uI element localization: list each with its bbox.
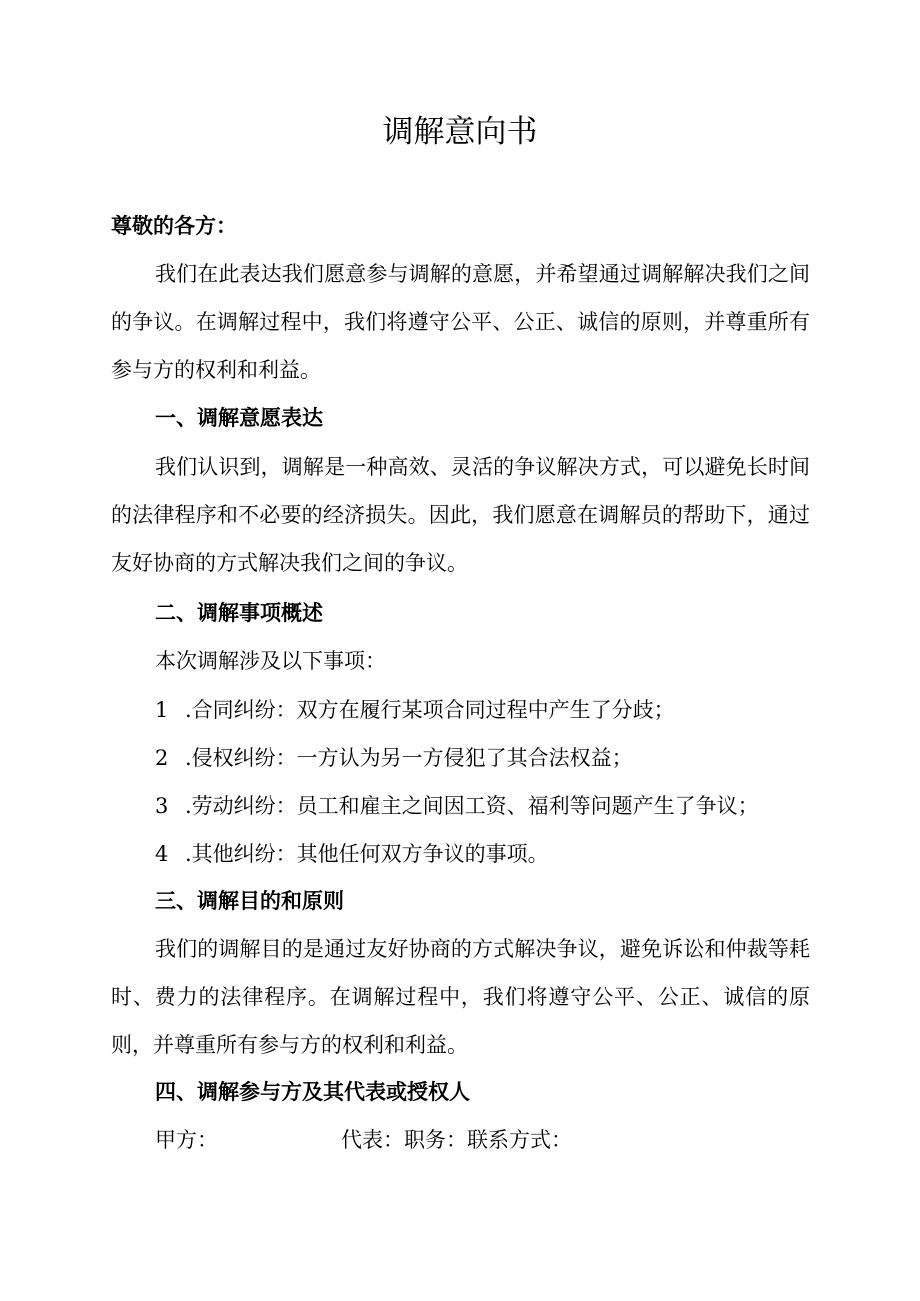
intro-paragraph: 我们在此表达我们愿意参与调解的意愿，并希望通过调解解决我们之间的争议。在调解过程中，我们将遵守公平、公正、诚信的原则，并尊重所有参与方的权利和利益。	[111, 262, 810, 382]
list-item-text: .其他纠纷：其他任何双方争议的事项。	[185, 842, 549, 866]
list-item	[155, 782, 855, 830]
party-a-fields: 代表：职务：联系方式：	[341, 1128, 572, 1152]
section-3-body: 我们的调解目的是通过友好协商的方式解决争议，避免诉讼和仲裁等耗时、费力的法律程序。在调解过程中，我们将遵守公平、公正、诚信的原则，并尊重所有参与方的权利和利益。	[111, 937, 810, 1057]
section-2-heading: 二、调解事项概述	[155, 601, 323, 625]
section-3-heading: 三、调解目的和原则	[155, 889, 344, 913]
list-item	[155, 734, 855, 782]
list-item-number: 4	[155, 842, 169, 866]
document-title: 调解意向书	[382, 114, 538, 150]
list-item-text: .劳动纠纷：员工和雇主之间因工资、福利等问题产生了争议；	[185, 794, 759, 818]
list-item	[155, 686, 855, 734]
list-item-text: .侵权纠纷：一方认为另一方侵犯了其合法权益；	[185, 746, 633, 770]
list-item-number: 2	[155, 746, 169, 770]
list-item-number: 1	[155, 698, 169, 722]
section-2-lead: 本次调解涉及以下事项：	[155, 649, 386, 673]
party-a-row	[155, 1116, 572, 1164]
list-item-text: .合同纠纷：双方在履行某项合同过程中产生了分歧；	[185, 698, 675, 722]
list-item	[155, 830, 855, 878]
salutation: 尊敬的各方：	[111, 214, 237, 238]
section-1-heading: 一、调解意愿表达	[155, 406, 323, 430]
section-4-heading: 四、调解参与方及其代表或授权人	[155, 1080, 470, 1104]
section-1-body: 我们认识到，调解是一种高效、灵活的争议解决方式，可以避免长时间的法律程序和不必要的经济损失。因此，我们愿意在调解员的帮助下，通过友好协商的方式解决我们之间的争议。	[111, 455, 810, 575]
party-a-label: 甲方：	[155, 1128, 218, 1152]
list-item-number: 3	[155, 794, 169, 818]
